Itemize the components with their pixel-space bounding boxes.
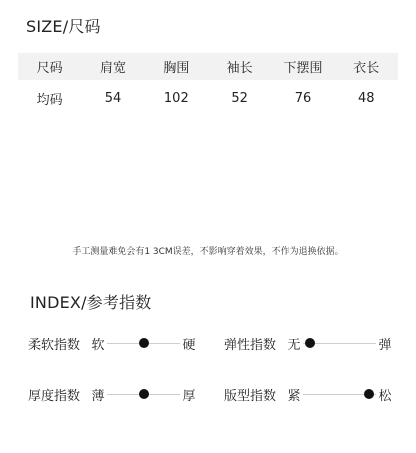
index-thickness xyxy=(28,385,197,403)
index-max-label: 弹 xyxy=(378,337,392,353)
index-slider xyxy=(107,334,180,352)
index-min-label: 薄 xyxy=(91,388,105,404)
index-label: 弹性指数 xyxy=(224,337,277,353)
index-max-label: 松 xyxy=(378,388,392,404)
measurement-note: 手工测量难免会有1 3CM误差，不影响穿着效果，不作为退换依据。 xyxy=(72,247,344,257)
index-label: 版型指数 xyxy=(224,388,277,404)
index-softness xyxy=(28,334,197,352)
table-cell: 均码 xyxy=(36,93,63,108)
slider-indicator xyxy=(305,338,315,348)
index-slider xyxy=(303,334,376,352)
index-fit xyxy=(224,385,393,403)
index-slider xyxy=(303,385,376,403)
slider-indicator xyxy=(139,389,149,399)
header-cell: 袖长 xyxy=(226,61,253,76)
table-cell: 76 xyxy=(294,91,312,106)
header-cell: 胸围 xyxy=(163,61,190,76)
size-table xyxy=(18,53,398,112)
header-cell: 尺码 xyxy=(36,61,63,76)
table-cell: 102 xyxy=(163,91,189,106)
header-cell: 下摆围 xyxy=(283,61,323,76)
index-max-label: 厚 xyxy=(182,388,196,404)
index-min-label: 软 xyxy=(91,337,105,353)
index-label: 厚度指数 xyxy=(28,388,81,404)
index-slider xyxy=(107,385,180,403)
index-label: 柔软指数 xyxy=(28,337,81,353)
index-min-label: 无 xyxy=(287,337,301,353)
size-title: SIZE/尺码 xyxy=(26,17,101,36)
index-title: INDEX/参考指数 xyxy=(30,293,152,312)
header-cell: 衣长 xyxy=(353,61,380,76)
slider-indicator xyxy=(364,389,374,399)
size-table-header xyxy=(18,53,398,80)
table-row xyxy=(18,85,398,112)
header-cell: 肩宽 xyxy=(99,61,126,76)
table-cell: 52 xyxy=(231,91,248,106)
table-cell: 54 xyxy=(104,91,122,106)
index-min-label: 紧 xyxy=(287,388,301,404)
index-elasticity xyxy=(224,334,393,352)
slider-indicator xyxy=(139,338,149,348)
table-cell: 48 xyxy=(358,91,375,106)
index-max-label: 硬 xyxy=(182,337,196,353)
